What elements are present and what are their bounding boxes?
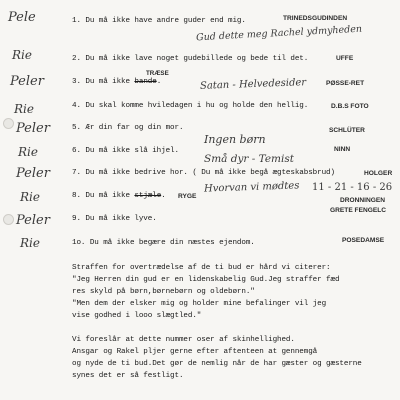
annotation-caption: SCHLÜTER: [329, 127, 365, 134]
body-line: "Jeg Herren din gud er en lidenskabelig Gud.Jeg straffer fæd: [72, 276, 340, 284]
annotation-handwriting: Gud dette meg Rachel ydmyheden: [195, 23, 363, 44]
commandment-3: 3. Du må ikke bande.: [72, 78, 162, 86]
punch-hole: [3, 118, 14, 129]
commandment-5: 5. Ær din far og din mor.: [72, 124, 184, 132]
annotation-caption: NINN: [334, 146, 351, 153]
margin-name: Peler: [16, 166, 50, 181]
annotation-caption: DRONNINGEN: [340, 197, 386, 204]
margin-name: Peler: [16, 121, 50, 136]
annotation-handwriting: Hvorvan vi mødtes: [203, 180, 300, 195]
annotation-date: 11 - 21 - 16 - 26: [312, 182, 393, 193]
body-line: res skyld på børn,børnebørn og oldebørn.": [72, 288, 255, 296]
body-line: vise godhed i looo slægtled.": [72, 312, 202, 320]
commandment-6: 6. Du må ikke slå ihjel.: [72, 147, 179, 155]
punch-hole: [3, 214, 14, 225]
commandment-7: 7. Du må ikke bedrive hor. ( Du må ikke begå ægteskabsbrud): [72, 169, 335, 177]
commandment-9: 9. Du må ikke lyve.: [72, 215, 157, 223]
annotation-insert: TRÆSE: [146, 70, 169, 77]
annotation-caption: D.B.S FOTO: [331, 103, 369, 110]
annotation-handwriting: Satan - Helvedesider: [199, 77, 307, 92]
margin-name: Rie: [20, 190, 40, 204]
annotation-caption: TRINEDSGUDINDEN: [283, 15, 348, 22]
annotation-caption: GRETE FENGELC: [330, 207, 387, 214]
body-line: Vi foreslår at dette nummer oser af skinhellighed.: [72, 336, 295, 344]
commandment-10: 1o. Du må ikke begære din næstes ejendom.: [72, 239, 255, 247]
body-line: og nyde de ti bud.Det gør de nemlig når de har gæster og gæsterne: [72, 360, 362, 368]
body-line: Ansgar og Rakel pljer gerne efter aftenteen at gennemgå: [72, 348, 318, 356]
commandment-8: 8. Du må ikke stjæle.: [72, 192, 166, 200]
annotation-insert: RYGE: [178, 193, 197, 200]
commandment-2: 2. Du må ikke lave noget gudebillede og bede til det.: [72, 55, 309, 63]
margin-name: Rie: [20, 236, 40, 250]
margin-name: Pele: [8, 10, 36, 25]
commandment-1: 1. Du må ikke have andre guder end mig.: [72, 17, 246, 25]
annotation-caption: UFFE: [336, 55, 354, 62]
margin-name: Peler: [10, 74, 44, 89]
annotation-caption: HOLGER: [364, 170, 393, 177]
margin-name: Peler: [16, 213, 50, 228]
annotation-handwriting: Små dyr - Temist: [204, 153, 294, 165]
margin-name: Rie: [12, 48, 32, 62]
annotation-handwriting: Ingen børn: [204, 133, 266, 146]
annotation-caption: POSEDAMSE: [342, 237, 385, 244]
margin-name: Rie: [18, 145, 38, 159]
body-line: Straffen for overtrædelse af de ti bud er hård vi citerer:: [72, 264, 331, 272]
commandment-4: 4. Du skal komme hviledagen i hu og holde den hellig.: [72, 102, 309, 110]
margin-name: Rie: [14, 102, 34, 116]
body-line: synes det er så festligt.: [72, 372, 184, 380]
body-line: "Men dem der elsker mig og holder mine befalinger vil jeg: [72, 300, 327, 308]
annotation-caption: PØSSE-RET: [326, 80, 365, 87]
